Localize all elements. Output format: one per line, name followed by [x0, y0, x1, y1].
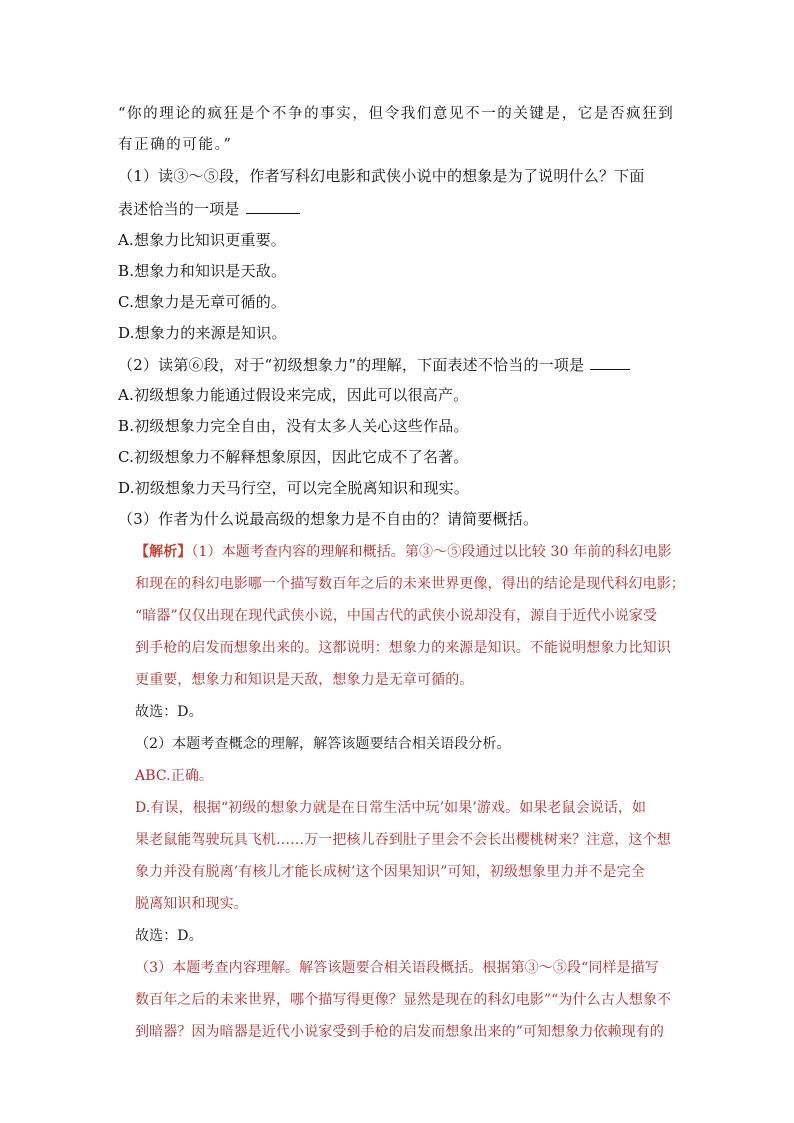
q2-option-c: C.初级想象力不解释想象原因，因此它成不了名著。 — [118, 448, 469, 466]
q2-stem — [118, 354, 630, 375]
analysis-text: （1）本题考查内容的理解和概括。第③～⑤段通过以比较 30 年前的科幻电影 — [191, 544, 672, 560]
analysis2-line-5: 象力并没有脱离’有核儿才能长成树’这个因果知识”可知，初级想象里力并不是完全 — [135, 864, 645, 880]
analysis-line-1 — [135, 542, 672, 562]
analysis3-line-2: 数百年之后的未来世界，哪个描写得更像？显然是现在的科幻电影”“为什么古人想象不 — [135, 992, 672, 1008]
quote-line-2: 有正确的可能。” — [118, 137, 233, 153]
quote-line-1: “你的理论的疯狂是个不争的事实，但令我们意见不一的关键是，它是否疯狂到 — [118, 106, 675, 122]
analysis2-line-2: ABC.正确。 — [135, 768, 214, 784]
analysis2-line-1: （2）本题考查概念的理解，解答该题要结合相关语段分析。 — [135, 736, 511, 752]
analysis-line-2: 和现在的科幻电影哪一个描写数百年之后的未来世界更像，得出的结论是现代科幻电影； — [135, 576, 685, 592]
q1-option-c: C.想象力是无章可循的。 — [118, 293, 287, 311]
answer-blank — [590, 354, 630, 370]
analysis3-line-3: 到暗器？因为暗器是近代小说家受到手枪的启发而想象出来的”可知想象力依赖现有的 — [135, 1024, 664, 1040]
analysis2-line-4: 果老鼠能驾驶玩具飞机……万一把核儿吞到肚子里会不会长出樱桃树来？注意，这个想 — [135, 832, 671, 848]
q3-stem: （3）作者为什么说最高级的想象力是不自由的？请简要概括。 — [118, 510, 539, 528]
analysis-line-3: “暗器”仅仅出现在现代武侠小说，中国古代的武侠小说却没有，源自于近代小说家受 — [135, 608, 658, 624]
q1-option-d: D.想象力的来源是知识。 — [118, 324, 287, 342]
q1-option-a: A.想象力比知识更重要。 — [118, 231, 287, 249]
analysis2-line-3: D.有误，根据“初级的想象力就是在日常生活中玩’如果’游戏。如果老鼠会说话，如 — [135, 800, 647, 816]
choose-answer-2: 故选：D。 — [135, 928, 203, 944]
analysis2-line-6: 脱离知识和现实。 — [135, 896, 248, 912]
analysis3-line-1: （3）本题考查内容理解。解答该题要合相关语段概括。根据第③～⑤段“同样是描写 — [135, 960, 659, 976]
q1-stem-text: 表述恰当的一项是 — [118, 200, 240, 218]
q2-option-d: D.初级想象力天马行空，可以完全脱离知识和现实。 — [118, 479, 470, 497]
analysis-line-5: 更重要，想象力和知识是天敌，想象力是无章可循的。 — [135, 672, 474, 688]
q1-stem-line-1: （1）读③～⑤段，作者写科幻电影和武侠小说中的想象是为了说明什么？下面 — [118, 167, 645, 185]
q2-option-a: A.初级想象力能通过假设来完成，因此可以很高产。 — [118, 386, 469, 404]
choose-answer-1: 故选：D。 — [135, 704, 203, 720]
q2-option-b: B.初级想象力完全自由，没有太多人关心这些作品。 — [118, 417, 469, 435]
q1-stem-line-2 — [118, 198, 300, 219]
q2-stem-text: （2）读第⑥段，对于“初级想象力”的理解，下面表述不恰当的一项是 — [118, 356, 585, 374]
analysis-tag: 【解析】 — [135, 544, 192, 560]
analysis-line-4: 到手枪的启发而想象出来的。这都说明：想象力的来源是知识。不能说明想象力比知识 — [135, 640, 671, 656]
q1-option-b: B.想象力和知识是天敌。 — [118, 262, 287, 280]
answer-blank — [246, 198, 300, 214]
